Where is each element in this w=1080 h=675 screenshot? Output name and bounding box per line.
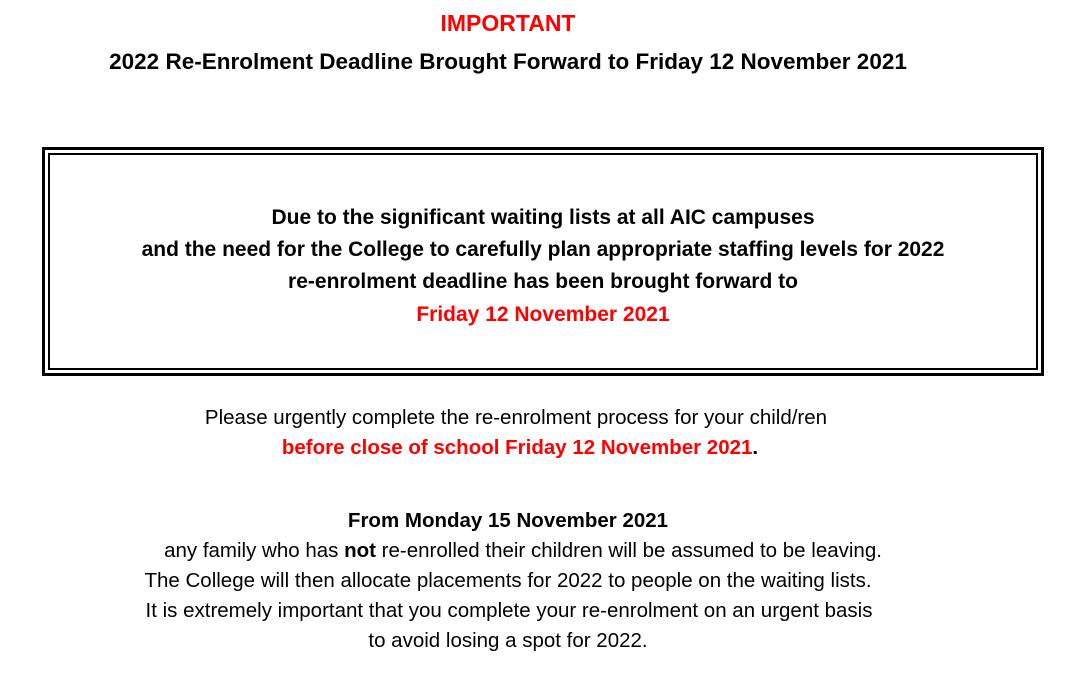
not-emphasis: not: [344, 539, 376, 562]
from-line-3: It is extremely important that you complete your re-enrolment on an urgent basis: [145, 599, 873, 622]
from-line-1-pre: any family who has: [164, 539, 345, 562]
from-line-1-post: re-enrolled their children will be assumed to be leaving.: [375, 539, 882, 562]
page-title: 2022 Re-Enrolment Deadline Brought Forward to Friday 12 November 2021: [109, 49, 907, 74]
urgent-line: Please urgently complete the re-enrolment process for your child/ren: [204, 406, 828, 429]
notice-line-2: and the need for the College to carefully plan appropriate staffing levels for 2022: [141, 238, 945, 261]
urgent-deadline-line: [0, 438, 1040, 459]
notice-line-3: re-enrolment deadline has been brought forward to: [288, 270, 798, 293]
notice-box-inner: [48, 153, 1038, 370]
notice-line-1: Due to the significant waiting lists at all AIC campuses: [271, 206, 815, 229]
urgent-deadline: before close of school Friday 12 November 2021: [281, 436, 753, 459]
from-line-4: to avoid losing a spot for 2022.: [368, 629, 648, 652]
from-heading: From Monday 15 November 2021: [347, 509, 669, 532]
urgent-period: .: [752, 436, 759, 459]
from-line-2: The College will then allocate placements for 2022 to people on the waiting lists.: [144, 569, 872, 592]
notice-box: [42, 147, 1044, 376]
important-label: IMPORTANT: [440, 10, 576, 36]
from-line-1: [0, 541, 1046, 562]
notice-deadline-date: Friday 12 November 2021: [416, 303, 670, 326]
